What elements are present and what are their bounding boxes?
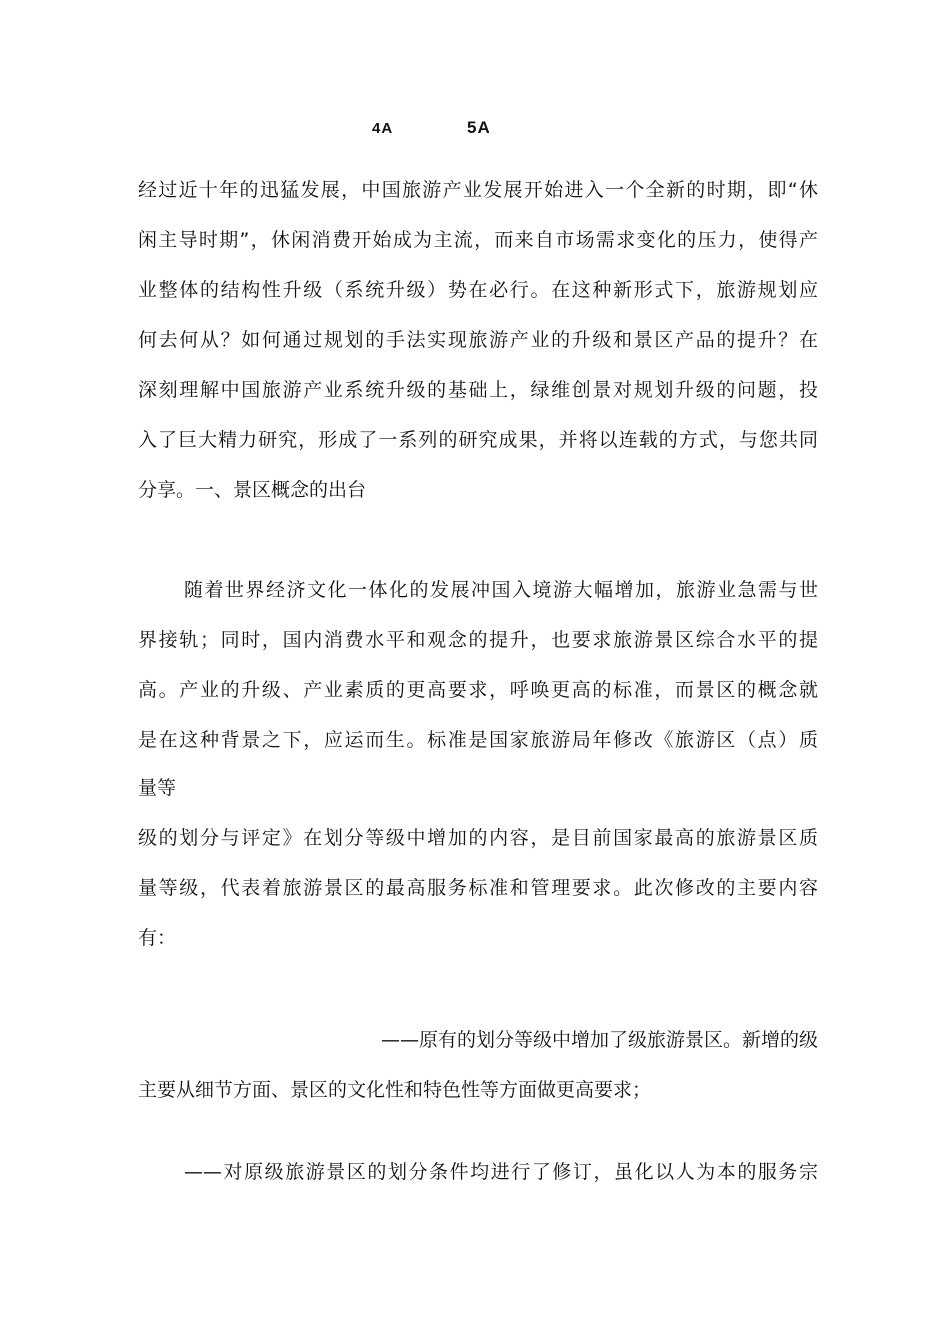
grade-mark-4a: 4A [372, 120, 394, 137]
paragraph-line: 量等 [138, 777, 177, 799]
paragraph-line: 何去何从？如何通过规划的手法实现旅游产业的升级和景区产品的提升？在 [138, 329, 818, 351]
list-item-line: ——原有的划分等级中增加了级旅游景区。新增的级 [380, 1029, 818, 1051]
paragraph-line: 有： [138, 927, 177, 949]
paragraph-line: 深刻理解中国旅游产业系统升级的基础上，绿维创景对规划升级的问题，投 [138, 379, 818, 401]
paragraph-line: 量等级，代表着旅游景区的最高服务标准和管理要求。此次修改的主要内容 [138, 877, 818, 899]
paragraph-line: 界接轨；同时，国内消费水平和观念的提升，也要求旅游景区综合水平的提 [138, 629, 818, 651]
list-item-line: ——对原级旅游景区的划分条件均进行了修订，虽化以人为本的服务宗 [184, 1161, 818, 1183]
paragraph-line: 高。产业的升级、产业素质的更高要求，呼唤更高的标准，而景区的概念就 [138, 679, 818, 701]
paragraph-line: 经过近十年的迅猛发展，中国旅游产业发展开始进入一个全新的时期，即“休 [138, 179, 818, 201]
grade-mark-5a: 5A [467, 118, 491, 137]
paragraph-line: 分享。一、景区概念的出台 [138, 479, 367, 501]
list-item-line: 主要从细节方面、景区的文化性和特色性等方面做更高要求； [138, 1079, 652, 1101]
paragraph-line: 级的划分与评定》在划分等级中增加的内容，是目前国家最高的旅游景区质 [138, 827, 818, 849]
paragraph-line: 业整体的结构性升级（系统升级）势在必行。在这种新形式下，旅游规划应 [138, 279, 818, 301]
header-grade-marks [0, 118, 950, 142]
paragraph-line: 入了巨大精力研究，形成了一系列的研究成果，并将以连载的方式，与您共同 [138, 429, 818, 451]
paragraph-line: 随着世界经济文化一体化的发展冲国入境游大幅增加，旅游业急需与世 [184, 579, 818, 601]
paragraph-line: 是在这种背景之下，应运而生。标准是国家旅游局年修改《旅游区（点）质 [138, 729, 818, 751]
paragraph-line: 闲主导时期”，休闲消费开始成为主流，而来自市场需求变化的压力，使得产 [138, 229, 818, 251]
